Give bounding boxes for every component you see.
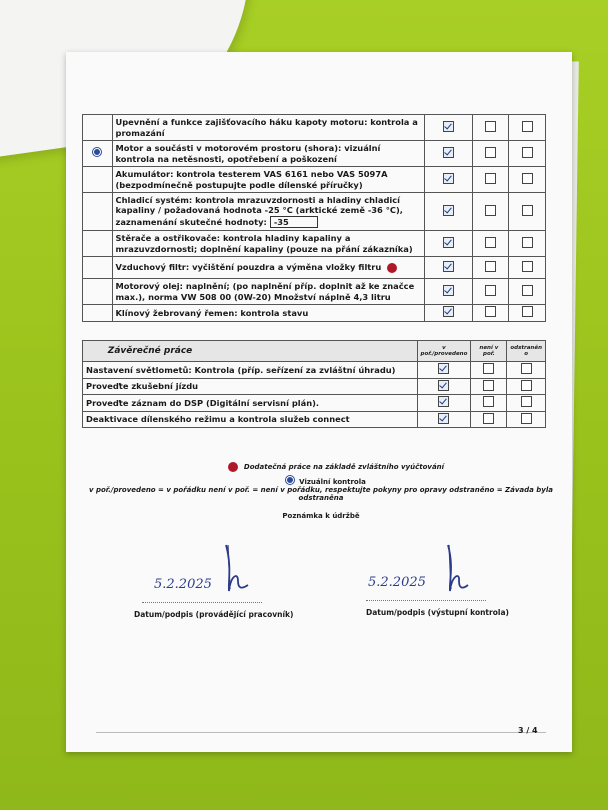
check-cell <box>509 305 546 322</box>
row-marker <box>83 193 113 231</box>
checkbox-empty[interactable] <box>485 261 496 272</box>
check-cell <box>424 115 472 141</box>
item-label: Akumulátor: kontrola testerem VAS 6161 nebo VAS 5097A (bezpodmínečně postupujte podle dílenské příručky) <box>115 169 388 190</box>
checkbox-empty[interactable] <box>522 285 533 296</box>
checklist-row <box>83 257 546 279</box>
row-marker <box>83 167 113 193</box>
red-dot-icon <box>387 263 397 273</box>
right-signature <box>356 539 486 599</box>
checkbox-checked[interactable] <box>443 121 454 132</box>
final-item-text: Proveďte zkušební jízdu <box>83 378 418 395</box>
check-cell <box>509 115 546 141</box>
checkbox-empty[interactable] <box>521 380 532 391</box>
checkbox-empty[interactable] <box>522 237 533 248</box>
left-signature <box>142 537 272 597</box>
checklist-item-text <box>112 305 424 322</box>
col-notok-header: není v poř. <box>471 341 507 362</box>
measured-value[interactable]: -35 <box>270 216 318 229</box>
check-cell <box>471 378 507 395</box>
row-marker <box>83 141 113 167</box>
checkbox-checked[interactable] <box>443 147 454 158</box>
check-cell <box>424 167 472 193</box>
checkbox-empty[interactable] <box>522 306 533 317</box>
row-marker <box>83 257 113 279</box>
item-label: Motorový olej: naplnění; (po naplnění příp. doplnit až ke značce max.), norma VW 508 00 (0W-20) Množství náplně 4,3 litru <box>115 281 415 302</box>
item-label: Vzduchový filtr: vyčištění pouzdra a výměna vložky filtru <box>115 262 382 273</box>
checkbox-empty[interactable] <box>521 363 532 374</box>
check-cell <box>471 362 507 379</box>
item-label: Motor a součásti v motorovém prostoru (shora): vizuální kontrola na netěsnosti, opotřebení a poškození <box>115 143 381 164</box>
final-item-text: Nastavení světlometů: Kontrola (příp. seřízení za zvláštní úhradu) <box>83 362 418 379</box>
checklist-item-text <box>112 115 424 141</box>
final-item-text: Deaktivace dílenského režimu a kontrola služeb connect <box>83 411 418 428</box>
checkbox-empty[interactable] <box>521 396 532 407</box>
check-cell <box>507 362 546 379</box>
check-cell <box>472 115 509 141</box>
left-signature-label: Datum/podpis (provádějící pracovník) <box>134 610 294 619</box>
checkbox-empty[interactable] <box>522 261 533 272</box>
radio-dot-icon <box>286 476 294 484</box>
checkbox-empty[interactable] <box>485 147 496 158</box>
check-cell <box>509 257 546 279</box>
final-works-row <box>83 362 546 379</box>
checklist-table <box>82 114 546 322</box>
final-works-title: Závěrečné práce <box>105 341 417 362</box>
row-marker <box>83 231 113 257</box>
check-cell <box>507 378 546 395</box>
final-works-row <box>83 378 546 395</box>
row-marker <box>83 279 113 305</box>
checklist-row <box>83 167 546 193</box>
checklist-row <box>83 141 546 167</box>
checklist-item-text <box>112 279 424 305</box>
right-signature-drawing <box>356 539 486 599</box>
checkbox-checked[interactable] <box>438 363 449 374</box>
item-label: Chladicí systém: kontrola mrazuvzdornosti a hladiny chladicí kapaliny / požadovaná hodnota -25 °C (arktické země -36 °C), zaznamenání skutečné hodnoty: <box>115 194 403 227</box>
check-cell <box>509 193 546 231</box>
check-cell <box>424 257 472 279</box>
page-number: 3 / 4 <box>518 726 538 735</box>
checklist-row <box>83 305 546 322</box>
check-cell <box>509 141 546 167</box>
maintenance-note-label: Poznámka k údržbě <box>282 512 360 520</box>
visual-check-legend <box>256 476 396 486</box>
final-works-row <box>83 411 546 428</box>
check-cell <box>509 167 546 193</box>
checkbox-empty[interactable] <box>485 285 496 296</box>
checkbox-empty[interactable] <box>485 237 496 248</box>
checkbox-empty[interactable] <box>522 173 533 184</box>
checkbox-empty[interactable] <box>485 205 496 216</box>
check-cell <box>509 279 546 305</box>
check-cell <box>424 305 472 322</box>
checkbox-empty[interactable] <box>522 121 533 132</box>
right-date: 5.2.2025 <box>368 575 426 590</box>
check-cell <box>507 395 546 412</box>
check-cell <box>417 362 471 379</box>
checkbox-empty[interactable] <box>483 363 494 374</box>
checklist-item-text <box>112 167 424 193</box>
check-cell <box>472 231 509 257</box>
check-cell <box>424 193 472 231</box>
check-cell <box>424 279 472 305</box>
left-signature-line <box>142 602 262 603</box>
checkbox-checked[interactable] <box>438 396 449 407</box>
radio-dot-icon <box>93 148 101 156</box>
checklist-row <box>83 193 546 231</box>
extra-work-legend <box>206 462 466 472</box>
document-page <box>66 52 572 752</box>
final-works-table <box>82 340 546 428</box>
left-date: 5.2.2025 <box>154 577 212 592</box>
final-item-text: Proveďte záznam do DSP (Digitální servisní plán). <box>83 395 418 412</box>
legend-explanation: v poř./provedeno = v pořádku není v poř. = není v pořádku, respektujte pokyny pro opravy odstraněno = Závada byla odstraněna <box>88 486 553 502</box>
checkbox-empty[interactable] <box>521 413 532 424</box>
check-cell <box>472 167 509 193</box>
visual-check-text: Vizuální kontrola <box>299 478 366 486</box>
check-cell <box>507 411 546 428</box>
check-cell <box>472 279 509 305</box>
checkbox-checked[interactable] <box>443 306 454 317</box>
checkbox-empty[interactable] <box>485 306 496 317</box>
checkbox-checked[interactable] <box>443 285 454 296</box>
checkbox-empty[interactable] <box>483 413 494 424</box>
checkbox-empty[interactable] <box>522 147 533 158</box>
checkbox-empty[interactable] <box>485 173 496 184</box>
final-works-header <box>83 341 546 362</box>
checklist-row <box>83 115 546 141</box>
check-cell <box>472 141 509 167</box>
checklist-item-text <box>112 141 424 167</box>
check-cell <box>472 305 509 322</box>
final-works-row <box>83 395 546 412</box>
right-signature-line <box>366 600 486 601</box>
checklist-row <box>83 279 546 305</box>
row-marker <box>83 115 113 141</box>
checklist-item-text <box>112 257 424 279</box>
checkbox-empty[interactable] <box>483 380 494 391</box>
checkbox-checked[interactable] <box>443 261 454 272</box>
item-label: Stěrače a ostřikovače: kontrola hladiny kapaliny a mrazuvzdornosti; doplnění kapaliny (pouze na přání zákazníka) <box>115 233 413 254</box>
checkbox-checked[interactable] <box>438 413 449 424</box>
checkbox-checked[interactable] <box>443 205 454 216</box>
row-marker <box>83 305 113 322</box>
check-cell <box>509 231 546 257</box>
checkbox-checked[interactable] <box>438 380 449 391</box>
item-label: Klínový žebrovaný řemen: kontrola stavu <box>115 307 309 318</box>
checkbox-checked[interactable] <box>443 173 454 184</box>
extra-work-text: Dodatečná práce na základě zvláštního vyúčtování <box>243 463 445 471</box>
check-cell <box>417 411 471 428</box>
checklist-row <box>83 231 546 257</box>
item-label: Upevnění a funkce zajišťovacího háku kapoty motoru: kontrola a promazání <box>115 117 418 138</box>
checkbox-empty[interactable] <box>522 205 533 216</box>
checklist-item-text <box>112 193 424 231</box>
checkbox-empty[interactable] <box>485 121 496 132</box>
check-cell <box>424 231 472 257</box>
check-cell <box>471 395 507 412</box>
red-dot-icon <box>228 462 238 472</box>
check-cell <box>472 193 509 231</box>
col-ok-header: v poř./provedeno <box>417 341 471 362</box>
check-cell <box>417 395 471 412</box>
checklist-item-text <box>112 231 424 257</box>
col-fixed-header: odstraněn o <box>507 341 546 362</box>
check-cell <box>472 257 509 279</box>
check-cell <box>471 411 507 428</box>
checkbox-empty[interactable] <box>483 396 494 407</box>
check-cell <box>424 141 472 167</box>
footer-line <box>96 732 546 733</box>
checkbox-checked[interactable] <box>443 237 454 248</box>
check-cell <box>417 378 471 395</box>
right-signature-label: Datum/podpis (výstupní kontrola) <box>366 608 509 617</box>
